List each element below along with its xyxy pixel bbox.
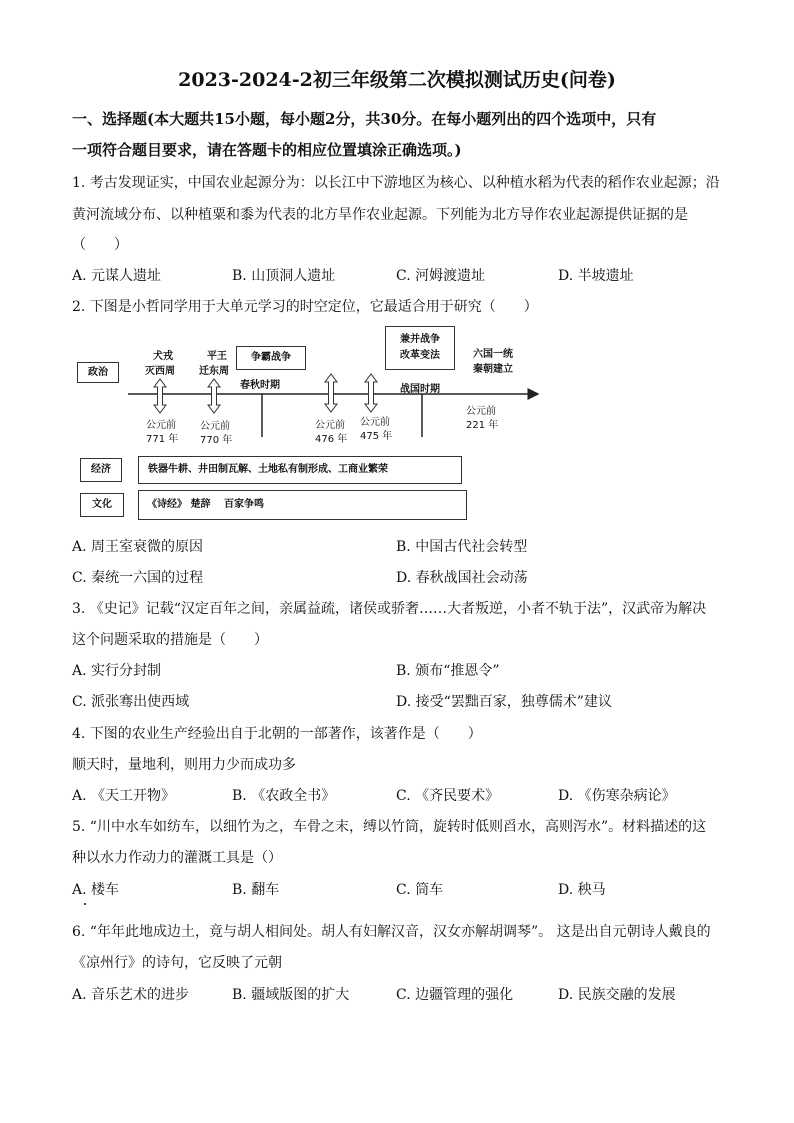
- q2-option-c: C. 秦统一六国的过程: [72, 570, 204, 586]
- event-annexation-box: [385, 326, 455, 370]
- q1-option-b: B. 山顶洞人遗址: [232, 268, 336, 284]
- date-221: 公元前 221 年: [466, 406, 499, 431]
- q1-option-a: A. 元谋人遗址: [72, 268, 162, 284]
- event-pingwang: 平王 迁东周: [199, 351, 229, 377]
- double-arrow-476: [325, 374, 337, 412]
- q1-stem-line3: （ ）: [72, 237, 128, 253]
- event-hegemony-box: [236, 346, 306, 370]
- period-spring-autumn: 春秋时期: [240, 380, 280, 391]
- q2-option-a: A. 周王室衰微的原因: [72, 539, 204, 555]
- q4-option-d: D. 《伤寒杂病论》: [558, 788, 676, 804]
- q4-option-c: C. 《齐民要术》: [396, 788, 500, 804]
- q3-stem-line1: 3. 《史记》记载“汉定百年之间，亲属益疏，诸侯或骄奢……大者叛逆，小者不轨于法”，汉武帝为解决: [72, 601, 707, 617]
- q3-stem-line2: 这个问题采取的措施是（ ）: [72, 632, 268, 648]
- page-title: 2023-2024-2初三年级第二次模拟测试历史(问卷): [178, 69, 616, 91]
- q1-option-d: D. 半坡遗址: [558, 268, 634, 284]
- double-arrow-770: [208, 379, 220, 413]
- period-warring-states: 战国时期: [400, 384, 440, 395]
- q6-stem-line1: 6. “年年此地成边土，竟与胡人相间处。胡人有妇解汉音，汉女亦解胡调琴”。 这是出自元朝诗人戴良的: [72, 924, 711, 940]
- double-arrow-771: [154, 379, 166, 413]
- economy-text-box: [138, 456, 462, 484]
- date-475: 公元前 475 年: [360, 417, 393, 442]
- culture-text-box: [138, 490, 467, 520]
- date-476: 公元前 476 年: [315, 420, 348, 445]
- q4-option-a: A. 《天工开物》: [72, 788, 176, 804]
- economy-label-box: [80, 458, 122, 482]
- q4-stem-line1: 4. 下图的农业生产经验出自于北朝的一部著作，该著作是（ ）: [72, 726, 482, 742]
- q6-option-c: C. 边疆管理的强化: [396, 987, 514, 1003]
- event-quanrong: 犬戎 灭西周: [145, 351, 175, 377]
- economy-label: 经济: [91, 464, 111, 475]
- q2-option-b: B. 中国古代社会转型: [396, 539, 528, 555]
- q5-stem-line2: 种以水力作动力的灌溉工具是（）: [72, 850, 282, 866]
- economy-text: 铁器牛耕、井田制瓦解、土地私有制形成、工商业繁荣: [148, 464, 388, 475]
- q3-option-c: C. 派张骞出使西域: [72, 694, 190, 710]
- q5-option-d: D. 秧马: [558, 882, 606, 898]
- event-annexation: 兼并战争 改革变法: [400, 334, 440, 361]
- q6-option-d: D. 民族交融的发展: [558, 987, 676, 1003]
- date-770: 公元前 770 年: [200, 421, 233, 446]
- politics-label-box: [77, 362, 119, 383]
- event-hegemony: 争霸战争: [251, 352, 291, 363]
- q1-stem-line1: 1. 考古发现证实，中国农业起源分为：以长江中下游地区为核心、以种植水稻为代表的稻作农业起源；沿: [72, 175, 720, 191]
- q4-option-b: B. 《农政全书》: [232, 788, 336, 804]
- q2-option-d: D. 春秋战国社会动荡: [396, 570, 528, 586]
- double-arrow-475: [365, 374, 377, 412]
- q5-stem-line1: 5. “川中水车如纺车，以细竹为之，车骨之末，缚以竹筒，旋转时低则舀水，高则泻水”。材料描述的这: [72, 819, 707, 835]
- q3-option-b: B. 颁布“推恩令”: [396, 663, 500, 679]
- politics-label: 政治: [88, 367, 108, 378]
- section-heading-line2: 一项符合题目要求，请在答题卡的相应位置填涂正确选项。): [72, 141, 462, 159]
- q1-option-c: C. 河姆渡遗址: [396, 268, 486, 284]
- q1-stem-line2: 黄河流域分布、以种植粟和黍为代表的北方旱作农业起源。下列能为北方导作农业起源提供证据的是: [72, 207, 688, 223]
- date-771: 公元前 771 年: [146, 420, 179, 445]
- q6-stem-line2: 《凉州行》的诗句，它反映了元朝: [72, 955, 282, 971]
- q5-option-b: B. 翻车: [232, 882, 280, 898]
- q3-option-d: D. 接受“罢黜百家，独尊儒术”建议: [396, 694, 612, 710]
- event-qin-unification: 六国一统 秦朝建立: [473, 349, 513, 375]
- q5-option-c: C. 筒车: [396, 882, 444, 898]
- q3-option-a: A. 实行分封制: [72, 663, 162, 679]
- stray-dot-mark: [84, 903, 86, 905]
- culture-label-box: [80, 493, 124, 517]
- timeline-lines: [0, 0, 794, 530]
- section-heading-line1: 一、选择题(本大题共15小题，每小题2分，共30分。在每小题列出的四个选项中，只有: [72, 110, 657, 128]
- q4-quote: 顺天时，量地利，则用力少而成功多: [72, 757, 296, 773]
- culture-text: 《诗经》 楚辞 百家争鸣: [147, 499, 264, 510]
- q6-option-b: B. 疆域版图的扩大: [232, 987, 350, 1003]
- q6-option-a: A. 音乐艺术的进步: [72, 987, 190, 1003]
- culture-label: 文化: [92, 499, 112, 510]
- q5-option-a: A. 楼车: [72, 882, 120, 898]
- q2-stem: 2. 下图是小哲同学用于大单元学习的时空定位，它最适合用于研究（ ）: [72, 299, 538, 315]
